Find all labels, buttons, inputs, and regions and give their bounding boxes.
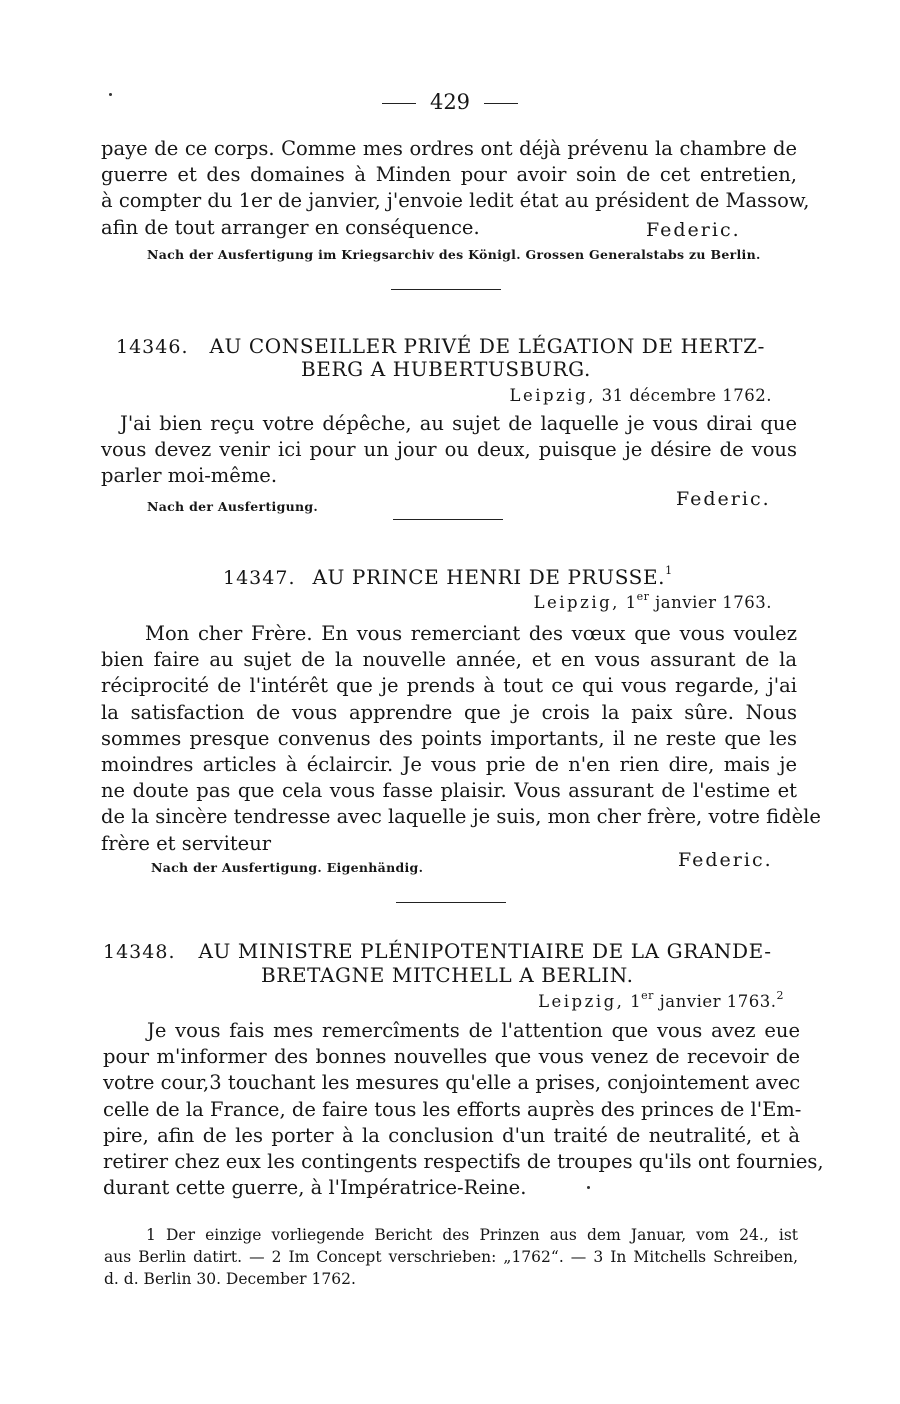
footnote-marker-2: 2 [776,988,784,1002]
letter-14347-heading [223,565,673,589]
letter-14347-source-note: Nach der Ausfertigung. Eigenhändig. [151,860,424,875]
letter-14346-line-2: vous devez venir ici pour un jour ou deux, puisque je désire de vous [101,438,797,462]
letter-14347-number: 14347. [223,567,296,589]
letter-14348-line-7: durant cette guerre, à l'Impératrice-Reine. [103,1176,527,1200]
letter-14348-heading-line-1 [103,939,772,963]
letter-14347-signature: Federic. [678,849,773,871]
letter-14347-date-rest: janvier 1763. [649,593,772,612]
footnotes [104,1224,798,1290]
letter-14348-line-5: pire, afin de les porter à la conclusion d'un traité de neutralité, et à [103,1123,800,1147]
page-number-dash-left [382,103,416,104]
letter-14348-date-line [538,988,784,1011]
footnote-marker-1: 1 [665,564,673,578]
letter-14348-line-2: pour m'informer des bonnes nouvelles que vous venez de recevoir de [103,1045,800,1069]
letter-14346-heading-text-1: AU CONSEILLER PRIVÉ DE LÉGATION DE HERTZ- [209,334,765,358]
opening-line-4: afin de tout arranger en conséquence. [101,215,480,239]
letter-14346-source-note: Nach der Ausfertigung. [147,499,319,514]
letter-14347-line-7: ne doute pas que cela vous fasse plaisir. Vous assurant de l'estime et [101,779,797,803]
letter-14346-heading-line-2: BERG A HUBERTUSBURG. [301,357,591,381]
letter-14347-date-sup: er [636,589,650,603]
footnote-line-2: aus Berlin datirt. — 2 Im Concept verschrieben: „1762“. — 3 In Mitchells Schreiben, [104,1248,798,1266]
letter-14348-body [103,1018,824,1201]
opening-line-1: paye de ce corps. Comme mes ordres ont déjà prévenu la chambre de [101,137,797,160]
footnote-line-3: d. d. Berlin 30. December 1762. [104,1270,356,1288]
letter-14347-line-3: réciprocité de l'intérêt que je prends à tout ce qui vous regarde, j'ai [101,674,797,698]
letter-14347-body [101,621,821,857]
letter-14347-date-day: 1 [625,593,637,612]
letter-14348-line-3: votre cour,3 touchant les mesures qu'elle a prises, conjointement avec [103,1071,801,1095]
page-number-line [0,90,900,114]
page-number-dash-right [484,103,518,104]
letter-14346-date: 31 décembre 1762. [601,386,772,405]
letter-14347-line-9: frère et serviteur [101,831,272,855]
letter-14347-line-1: Mon cher Frère. En vous remerciant des vœux que vous voulez [145,622,797,645]
letter-14347-line-4: la satisfaction de vous apprendre que je crois la paix sûre. Nous [101,700,797,724]
letter-14346-date-line [509,386,772,405]
opening-line-3: à compter du 1er de janvier, j'envoie ledit état au président de Massow, [101,189,810,213]
letter-14347-heading-text: AU PRINCE HENRI DE PRUSSE. [312,565,666,589]
letter-14346-body [101,411,797,490]
letter-14348-date-sup: er [641,988,654,1002]
letter-14348-number: 14348. [103,941,176,963]
section-divider [396,902,506,903]
letter-14348-line-6: retirer chez eux les contingents respectifs de troupes qu'ils ont fournies, [103,1150,824,1174]
section-divider [391,289,501,290]
page-speck [587,1186,590,1189]
letter-14347-place: Leipzig, [533,593,620,612]
section-divider [393,519,503,520]
letter-14346-heading-line-1 [116,334,765,358]
letter-14348-line-4: celle de la France, de faire tous les efforts auprès des princes de l'Em- [103,1097,802,1121]
page-number: 429 [429,90,471,114]
letter-14346-place: Leipzig, [509,386,596,405]
letter-14347-line-2: bien faire au sujet de la nouvelle année, et en vous assurant de la [101,648,797,672]
letter-14346-line-1: J'ai bien reçu votre dépêche, au sujet de laquelle je vous dirai que [120,412,797,435]
letter-14346-signature: Federic. [676,488,771,510]
letter-14346-number: 14346. [116,336,189,358]
letter-14348-date-rest: janvier 1763. [653,992,777,1011]
opening-source-note: Nach der Ausfertigung im Kriegsarchiv des Königl. Grossen Generalstabs zu Berlin. [147,247,761,262]
letter-14348-place: Leipzig, [538,992,625,1011]
letter-14348-heading-line-2: BRETAGNE MITCHELL A BERLIN. [261,963,634,987]
letter-14348-line-1: Je vous fais mes remercîments de l'attention que vous avez eue [147,1019,800,1042]
letter-14347-line-8: de la sincère tendresse avec laquelle je suis, mon cher frère, votre fidèle [101,805,821,829]
footnote-line-1: 1 Der einzige vorliegende Bericht des Prinzen aus dem Januar, vom 24., ist [146,1226,798,1244]
letter-14347-line-5: sommes presque convenus des points importants, il ne reste que les [101,726,797,750]
page-speck [109,93,112,96]
opening-signature: Federic. [646,219,741,241]
letter-14347-line-6: moindres articles à éclaircir. Je vous prie de n'en rien dire, mais je [101,753,797,777]
opening-line-2: guerre et des domaines à Minden pour avoir soin de cet entretien, [101,163,797,187]
letter-14347-date-line [533,589,772,612]
letter-14346-line-3: parler moi-même. [101,464,278,488]
letter-14348-heading-text-1: AU MINISTRE PLÉNIPOTENTIAIRE DE LA GRANDE- [198,939,772,963]
letter-14348-date-day: 1 [630,992,642,1011]
